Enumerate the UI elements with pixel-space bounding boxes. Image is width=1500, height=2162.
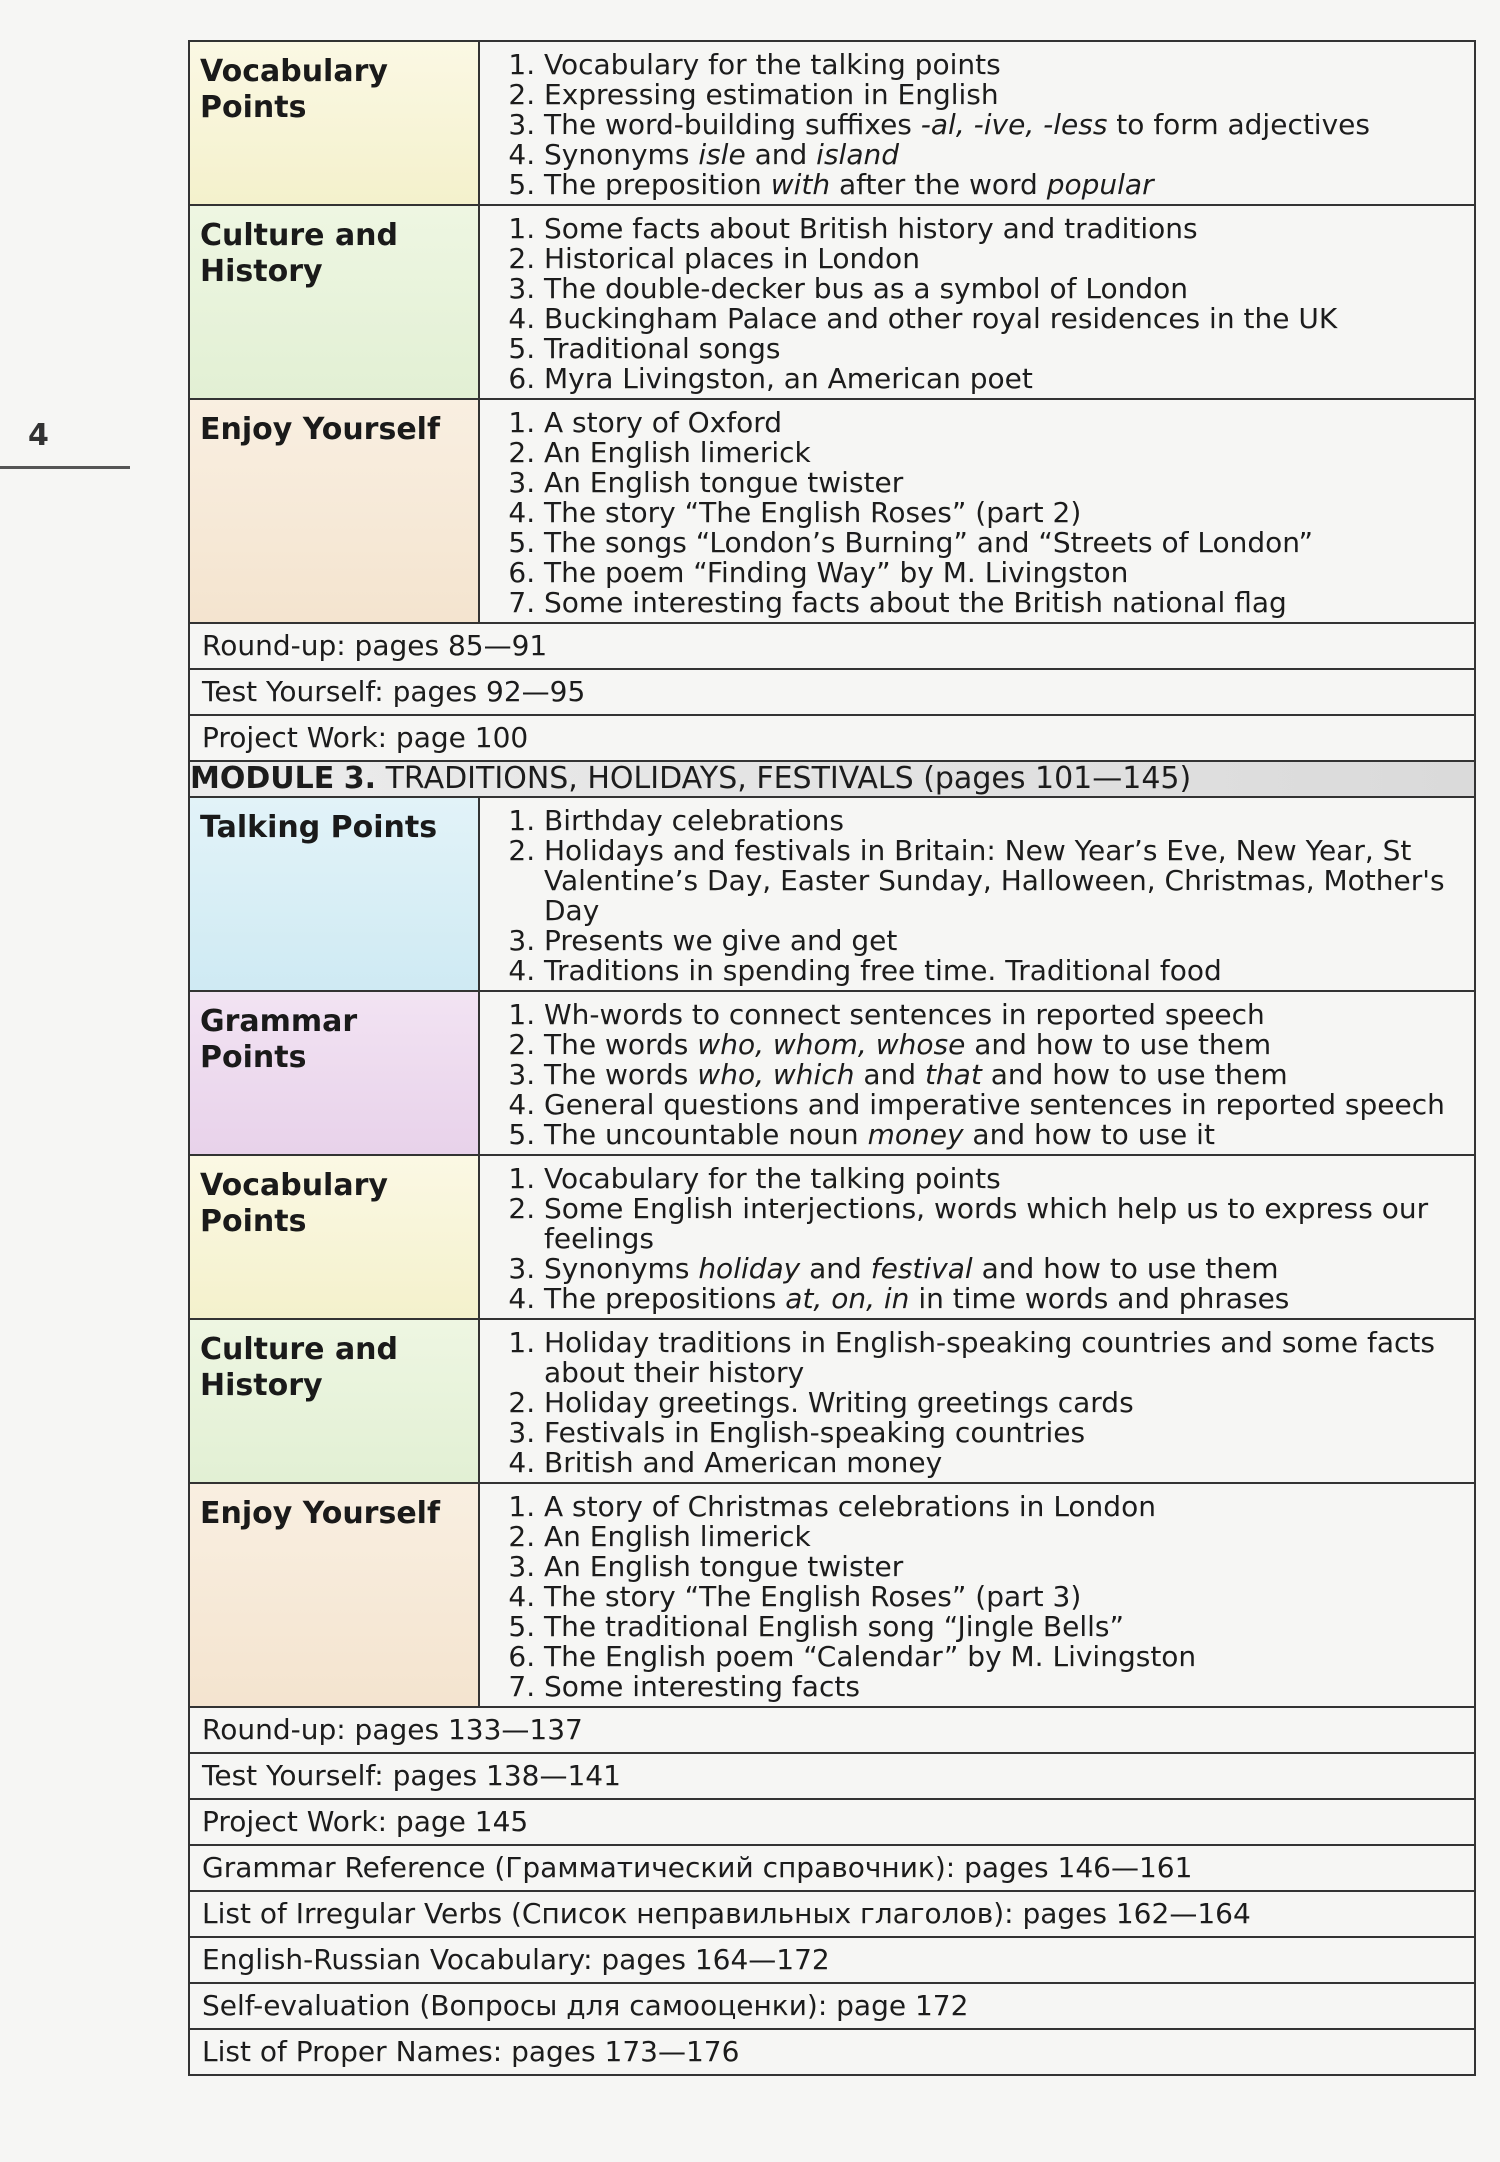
section-label: Vocabulary Points (200, 1168, 388, 1239)
info-cell (189, 1891, 1475, 1937)
section-item-list (480, 400, 1474, 622)
section-items-cell (479, 1155, 1475, 1319)
info-text: Test Yourself: pages 138—141 (202, 1759, 621, 1792)
list-item: 4. General questions and imperative sentences in reported speech (544, 1090, 1464, 1120)
info-row (189, 1891, 1475, 1937)
section-label: Culture and History (200, 1332, 399, 1403)
section-item-list (480, 206, 1474, 398)
info-text: Round-up: pages 85—91 (202, 629, 548, 662)
section-item-list (480, 1156, 1474, 1318)
info-text: Project Work: page 145 (202, 1805, 529, 1838)
list-item: 3. Festivals in English-speaking countries (544, 1418, 1464, 1448)
info-cell (189, 1753, 1475, 1799)
list-item: 4. The story “The English Roses” (part 2) (544, 498, 1464, 528)
info-text: List of Irregular Verbs (Список неправильных глаголов): pages 162—164 (202, 1897, 1251, 1930)
section-label: Talking Points (200, 810, 438, 845)
info-text: English-Russian Vocabulary: pages 164—172 (202, 1943, 830, 1976)
section-item-list (480, 798, 1474, 990)
info-row (189, 669, 1475, 715)
list-item: 4. Synonyms isle and island (544, 140, 1464, 170)
section-items-cell (479, 1483, 1475, 1707)
list-item: 2. Some English interjections, words which help us to express our feelings (544, 1194, 1464, 1254)
list-item: 2. Historical places in London (544, 244, 1464, 274)
list-item: 3. Presents we give and get (544, 926, 1464, 956)
list-item: 2. Holidays and festivals in Britain: New Year’s Eve, New Year, St Valentine’s Day, Easter Sunday, Halloween, Christmas, Mother's Day (544, 836, 1464, 926)
list-item: 4. British and American money (544, 1448, 1464, 1478)
section-label: Enjoy Yourself (200, 412, 441, 447)
section-items-cell (479, 399, 1475, 623)
section-row-culture-and-history (189, 205, 1475, 399)
section-label-cell (189, 399, 479, 623)
list-item: 2. An English limerick (544, 1522, 1464, 1552)
list-item: 1. A story of Oxford (544, 408, 1464, 438)
info-text: List of Proper Names: pages 173—176 (202, 2035, 740, 2068)
info-cell (189, 1707, 1475, 1753)
info-row (189, 1937, 1475, 1983)
info-text: Self-evaluation (Вопросы для самооценки): page 172 (202, 1989, 969, 2022)
section-row-talking-points (189, 797, 1475, 991)
list-item: 2. Expressing estimation in English (544, 80, 1464, 110)
section-item-list (480, 1484, 1474, 1706)
info-text: Round-up: pages 133—137 (202, 1713, 583, 1746)
info-cell (189, 623, 1475, 669)
list-item: 3. Synonyms holiday and festival and how to use them (544, 1254, 1464, 1284)
section-label-cell (189, 41, 479, 205)
info-cell (189, 669, 1475, 715)
list-item: 2. An English limerick (544, 438, 1464, 468)
list-item: 1. A story of Christmas celebrations in London (544, 1492, 1464, 1522)
info-cell (189, 1845, 1475, 1891)
list-item: 5. Traditional songs (544, 334, 1464, 364)
list-item: 4. Traditions in spending free time. Traditional food (544, 956, 1464, 986)
info-row (189, 1707, 1475, 1753)
info-cell (189, 715, 1475, 761)
list-item: 4. Buckingham Palace and other royal residences in the UK (544, 304, 1464, 334)
list-item: 6. The poem “Finding Way” by M. Livingston (544, 558, 1464, 588)
list-item: 2. Holiday greetings. Writing greetings cards (544, 1388, 1464, 1418)
info-row (189, 2029, 1475, 2075)
list-item: 1. Vocabulary for the talking points (544, 1164, 1464, 1194)
page-number-rule (0, 466, 130, 469)
list-item: 6. The English poem “Calendar” by M. Livingston (544, 1642, 1464, 1672)
list-item: 4. The prepositions at, on, in in time words and phrases (544, 1284, 1464, 1314)
section-items-cell (479, 797, 1475, 991)
list-item: 6. Myra Livingston, an American poet (544, 364, 1464, 394)
list-item: 1. Wh-words to connect sentences in reported speech (544, 1000, 1464, 1030)
section-row-enjoy-yourself (189, 1483, 1475, 1707)
section-row-vocabulary-points (189, 1155, 1475, 1319)
info-row (189, 1753, 1475, 1799)
section-label-cell (189, 1155, 479, 1319)
module-pages: (pages 101—145) (923, 761, 1192, 796)
section-label: Vocabulary Points (200, 54, 388, 125)
contents-table (188, 40, 1476, 2076)
list-item: 3. The words who, which and that and how to use them (544, 1060, 1464, 1090)
section-row-vocabulary-points (189, 41, 1475, 205)
list-item: 1. Vocabulary for the talking points (544, 50, 1464, 80)
module-header (189, 761, 1475, 797)
info-text: Project Work: page 100 (202, 721, 529, 754)
section-label: Grammar Points (200, 1004, 358, 1075)
list-item: 2. The words who, whom, whose and how to use them (544, 1030, 1464, 1060)
info-row (189, 715, 1475, 761)
section-items-cell (479, 991, 1475, 1155)
list-item: 5. The songs “London’s Burning” and “Streets of London” (544, 528, 1464, 558)
section-items-cell (479, 1319, 1475, 1483)
contents-sheet (188, 40, 1476, 2068)
section-row-culture-and-history (189, 1319, 1475, 1483)
list-item: 7. Some interesting facts about the British national flag (544, 588, 1464, 618)
module-number: 3. (343, 761, 377, 796)
list-item: 1. Some facts about British history and traditions (544, 214, 1464, 244)
section-item-list (480, 992, 1474, 1154)
info-row (189, 1799, 1475, 1845)
list-item: 3. An English tongue twister (544, 468, 1464, 498)
section-row-grammar-points (189, 991, 1475, 1155)
section-item-list (480, 1320, 1474, 1482)
list-item: 5. The traditional English song “Jingle Bells” (544, 1612, 1464, 1642)
section-items-cell (479, 41, 1475, 205)
section-label-cell (189, 1319, 479, 1483)
section-item-list (480, 42, 1474, 204)
list-item: 5. The preposition with after the word popular (544, 170, 1464, 200)
list-item: 1. Holiday traditions in English-speaking countries and some facts about their history (544, 1328, 1464, 1388)
info-cell (189, 1799, 1475, 1845)
info-cell (189, 2029, 1475, 2075)
info-cell (189, 1937, 1475, 1983)
module-header-row (189, 761, 1475, 797)
module-word: MODULE (190, 761, 335, 796)
list-item: 7. Some interesting facts (544, 1672, 1464, 1702)
info-text: Test Yourself: pages 92—95 (202, 675, 586, 708)
list-item: 3. The word-building suffixes -al, -ive, -less to form adjectives (544, 110, 1464, 140)
info-row (189, 623, 1475, 669)
list-item: 1. Birthday celebrations (544, 806, 1464, 836)
page-number: 4 (28, 418, 49, 453)
module-title: TRADITIONS, HOLIDAYS, FESTIVALS (385, 761, 914, 796)
section-row-enjoy-yourself (189, 399, 1475, 623)
section-label-cell (189, 797, 479, 991)
section-label-cell (189, 1483, 479, 1707)
info-cell (189, 1983, 1475, 2029)
section-items-cell (479, 205, 1475, 399)
section-label-cell (189, 205, 479, 399)
list-item: 5. The uncountable noun money and how to use it (544, 1120, 1464, 1150)
info-text: Grammar Reference (Грамматический справочник): pages 146—161 (202, 1851, 1193, 1884)
list-item: 3. An English tongue twister (544, 1552, 1464, 1582)
section-label: Culture and History (200, 218, 399, 289)
info-row (189, 1845, 1475, 1891)
section-label: Enjoy Yourself (200, 1496, 441, 1531)
section-label-cell (189, 991, 479, 1155)
list-item: 4. The story “The English Roses” (part 3) (544, 1582, 1464, 1612)
list-item: 3. The double-decker bus as a symbol of London (544, 274, 1464, 304)
info-row (189, 1983, 1475, 2029)
